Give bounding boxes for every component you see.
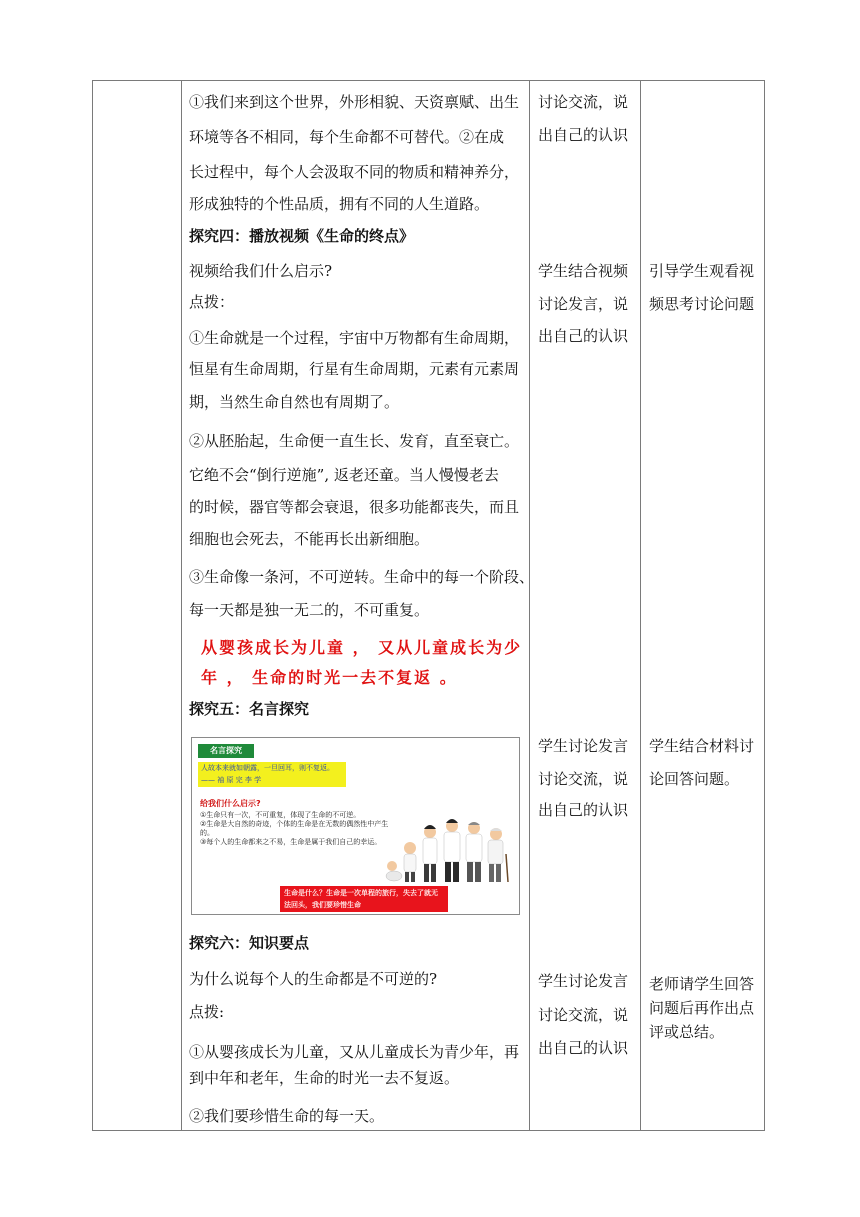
content-line: 它绝不会“倒行逆施”, 返老还童。当人慢慢老去	[189, 466, 499, 484]
slide-question: 给我们什么启示?	[200, 799, 261, 808]
lesson-plan-table	[92, 80, 765, 1131]
content-line: 每一天都是独一无二的，不可重复。	[189, 601, 430, 619]
content-line: 细胞也会死去，不能再长出新细胞。	[189, 530, 430, 548]
teacher-activity-line: 学生结合材料讨	[649, 737, 755, 755]
content-line: 环境等各不相同，每个生命都不可替代。②在成	[189, 128, 505, 146]
slide-point: ③每个人的生命都来之不易，生命是属于我们自己的幸运。	[200, 838, 382, 846]
student-activity-line: 讨论发言，说	[538, 295, 629, 313]
teacher-activity-line: 引导学生观看视	[649, 262, 755, 280]
content-line: 的时候，器官等都会衰退，很多功能都丧失，而且	[189, 498, 520, 516]
content-line: ①生命就是一个过程，宇宙中万物都有生命周期，	[189, 329, 520, 347]
section-heading: 探究六：知识要点	[189, 934, 310, 952]
student-activity-line: 出自己的认识	[538, 801, 629, 819]
student-activity-line: 出自己的认识	[538, 1039, 629, 1057]
quote-slide-image	[191, 737, 520, 915]
column-divider	[529, 81, 530, 1130]
teacher-activity-line: 问题后再作出点	[649, 999, 755, 1017]
student-activity-line: 学生讨论发言	[538, 972, 629, 990]
hint-label: 点拨：	[189, 293, 235, 311]
slide-point: ②生命是大自然的奇迹，个体的生命是在无数的偶然性中产生的。	[200, 820, 389, 837]
question-text: 视频给我们什么启示?	[189, 262, 333, 280]
student-activity-line: 学生讨论发言	[538, 737, 629, 755]
section-heading: 探究四：播放视频《生命的终点》	[189, 227, 415, 245]
content-line: ③生命像一条河，不可逆转。生命中的每一个阶段、	[189, 568, 535, 586]
content-line: 形成独特的个性品质，拥有不同的人生道路。	[189, 195, 490, 213]
student-activity-line: 出自己的认识	[538, 327, 629, 345]
student-activity-line: 出自己的认识	[538, 126, 629, 144]
content-line: ①我们来到这个世界，外形相貌、天资禀赋、出生	[189, 93, 520, 111]
content-line: 长过程中，每个人会汲取不同的物质和精神养分，	[189, 163, 520, 181]
column-divider	[640, 81, 641, 1130]
student-activity-line: 讨论交流，说	[538, 770, 629, 788]
teacher-activity-line: 老师请学生回答	[649, 975, 755, 993]
content-line: 期，当然生命自然也有周期了。	[189, 393, 400, 411]
student-activity-line: 讨论交流，说	[538, 1006, 629, 1024]
slide-point: ①生命只有一次，不可重复，体现了生命的不可逆。	[200, 811, 361, 819]
slide-tag: 名言探究	[198, 744, 254, 758]
highlight-line: 从婴孩成长为儿童 ， 又从儿童成长为少	[201, 638, 523, 657]
highlight-line: 年 ， 生命的时光一去不复返 。	[201, 668, 458, 687]
slide-points	[200, 811, 390, 847]
teacher-activity-line: 评或总结。	[649, 1023, 725, 1041]
question-text: 为什么说每个人的生命都是不可逆的?	[189, 970, 438, 988]
content-line: 到中年和老年，生命的时光一去不复返。	[189, 1069, 460, 1087]
content-line: 恒星有生命周期，行星有生命周期，元素有元素周	[189, 360, 520, 378]
content-line: ①从婴孩成长为儿童，又从儿童成长为青少年，再	[189, 1043, 520, 1061]
hint-label: 点拨:	[189, 1003, 225, 1021]
slide-quote: 人故本来就如朝露，一旦回耳，则不复返。 —— 袖 原 完 李 学	[198, 762, 346, 787]
column-divider	[181, 81, 182, 1130]
student-activity-line: 学生结合视频	[538, 262, 629, 280]
teacher-activity-line: 论回答问题。	[649, 770, 740, 788]
life-stages-illustration	[382, 796, 512, 886]
section-heading: 探究五：名言探究	[189, 700, 310, 718]
content-line: ②我们要珍惜生命的每一天。	[189, 1107, 385, 1125]
student-activity-line: 讨论交流，说	[538, 93, 629, 111]
teacher-activity-line: 频思考讨论问题	[649, 295, 755, 313]
content-line: ②从胚胎起，生命便一直生长、发育，直至衰亡。	[189, 432, 520, 450]
slide-banner: 生命是什么？生命是一次单程的旅行，失去了就无法回头，我们要珍惜生命	[280, 886, 448, 912]
